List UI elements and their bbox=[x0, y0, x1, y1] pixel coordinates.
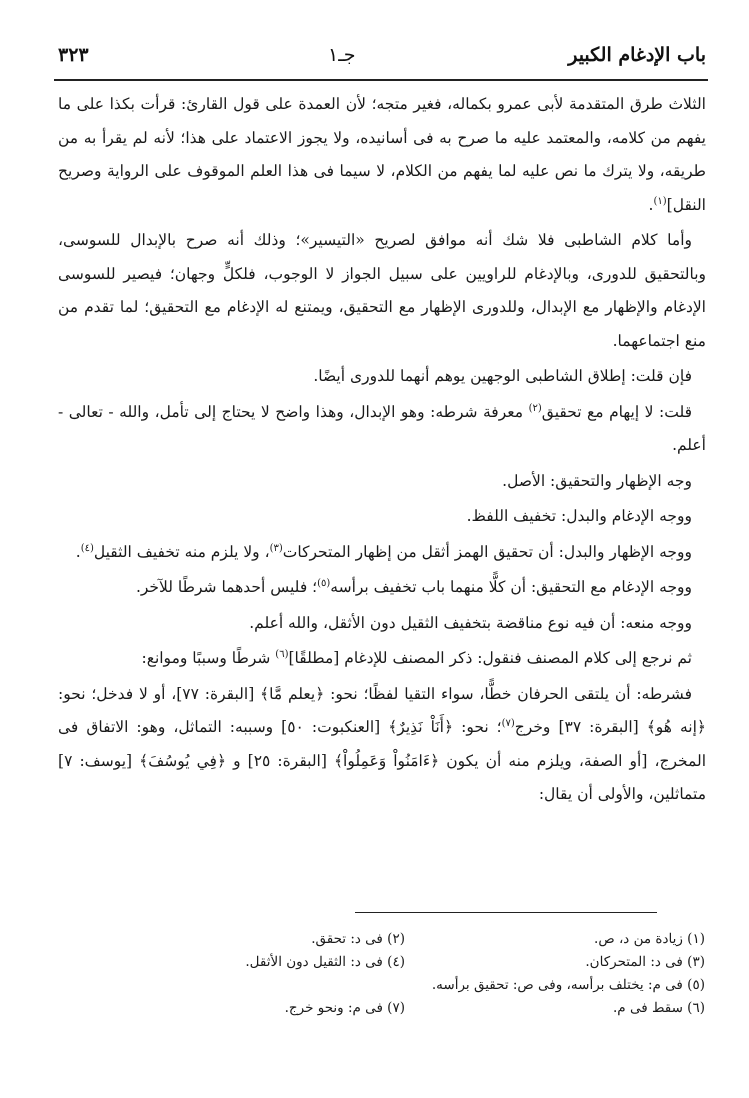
paragraph: ووجه الإدغام والبدل: تخفيف اللفظ. bbox=[466, 507, 692, 525]
paragraph: ووجه الإظهار والبدل: أن تحقيق الهمز أثقل من إظهار المتحركات$^{(٣)}$، ولا يلزم منه تخفيف الثقيل$^{(٤)}$. bbox=[75, 542, 692, 561]
footnote-ref: (٢) bbox=[528, 402, 542, 414]
running-header bbox=[58, 40, 706, 74]
footnote: (٢) فى د: تحقق. bbox=[311, 931, 405, 947]
footnote-ref: (٧) bbox=[501, 717, 515, 729]
chapter-title: باب الإدغام الكبير bbox=[568, 44, 706, 66]
paragraph: وأما كلام الشاطبى فلا شك أنه موافق لصريح «التيسير»؛ وذلك أنه صرح بالإبدال للسوسى، وبالتحقيق للدورى، وبالإدغام للراويين على سبيل الجواز لا الوجوب، فلكلٍّ وجهان؛ فيصير للسوسى الإدغام والإظهار مع الإبدال، وللدورى الإظهار مع التحقيق، ويمتنع له الإدغام مع التحقيق؛ لما تقدم من منع اجتماعهما. bbox=[58, 231, 706, 350]
footnote-row bbox=[150, 928, 705, 951]
footnote: (٧) فى م: ونحو خرج. bbox=[284, 1000, 405, 1016]
footnote: (٤) فى د: الثقيل دون الأثقل. bbox=[245, 954, 405, 970]
main-text bbox=[58, 88, 706, 812]
footnote-ref: (٤) bbox=[80, 542, 94, 554]
footnote-row bbox=[150, 997, 705, 1020]
footnote-row bbox=[150, 974, 705, 997]
footnote: (٦) سقط فى م. bbox=[613, 1000, 705, 1016]
footnote-ref: (١) bbox=[653, 195, 667, 207]
paragraph: ثم نرجع إلى كلام المصنف فنقول: ذكر المصنف للإدغام [مطلقًا]$^{(٦)}$ شرطًا وسببًا وموانع: bbox=[141, 648, 692, 667]
paragraph: فشرطه: أن يلتقى الحرفان خطًّا، سواء التقيا لفظًا؛ نحو: ﴿يعلم مَّا﴾ [البقرة: ٧٧]، أو لا فدخل؛ نحو: ﴿إنه هُو﴾ [البقرة: ٣٧] وخرج$^{(٧)}$؛ نحو: ﴿أَنَاْ نَذِيرٌ﴾ [العنكبوت: ٥٠] وسببه: التماثل، وهو: الاتفاق فى المخرج، [أو الصفة، ويلزم منه أن يكون ﴿ءَامَنُواْ وَعَمِلُواْ﴾ [البقرة: ٢٥] و ﴿فِي يُوسُفَ﴾ [يوسف: ٧] متماثلين، والأولى أن يقال: bbox=[58, 684, 706, 803]
footnotes bbox=[150, 928, 705, 1020]
footnote-ref: (٦) bbox=[275, 648, 289, 660]
paragraph: ووجه الإدغام مع التحقيق: أن كلًّا منهما باب تخفيف برأسه$^{(٥)}$؛ فليس أحدهما شرطًا للآخر. bbox=[135, 577, 692, 596]
paragraph: الثلاث طرق المتقدمة لأبى عمرو بكماله، فغير متجه؛ لأن العمدة على قول القارئ: قرأت بكذا على ما يفهم من كلامه، والمعتمد عليه ما صرح به فى أسانيده، ولا يجوز الاعتماد على هذا؛ لأنه لم يقرأ به من طريقه، ولا يترك ما نص عليه لما يفهم من الكلام، لا سيما فى هذا العلم الموقوف على الرواية وصريح النقل]$^{(١)}$. bbox=[58, 95, 706, 214]
paragraph: قلت: لا إيهام مع تحقيق$^{(٢)}$ معرفة شرطه: وهو الإبدال، وهذا واضح لا يحتاج إلى تأمل، والله - تعالى - أعلم. bbox=[58, 402, 706, 454]
paragraph: ووجه منعه: أن فيه نوع مناقضة بتخفيف الثقيل دون الأثقل، والله أعلم. bbox=[249, 613, 692, 632]
footnote: (١) زيادة من د، ص. bbox=[594, 931, 705, 947]
volume-label: جـ١ bbox=[328, 44, 356, 66]
footnote-ref: (٥) bbox=[317, 577, 331, 589]
header-divider bbox=[54, 79, 708, 81]
footnote: (٣) فى د: المتحركان. bbox=[585, 954, 705, 970]
paragraph: وجه الإظهار والتحقيق: الأصل. bbox=[502, 471, 692, 490]
paragraph: فإن قلت: إطلاق الشاطبى الوجهين يوهم أنهما للدورى أيضًا. bbox=[313, 367, 692, 385]
footnote-row bbox=[150, 951, 705, 974]
footnote: (٥) فى م: يختلف برأسه، وفى ص: تحقيق برأسه. bbox=[431, 977, 705, 993]
footnote-divider bbox=[355, 912, 657, 913]
footnote-ref: (٣) bbox=[269, 542, 283, 554]
page-number: ٣٢٣ bbox=[58, 44, 89, 66]
